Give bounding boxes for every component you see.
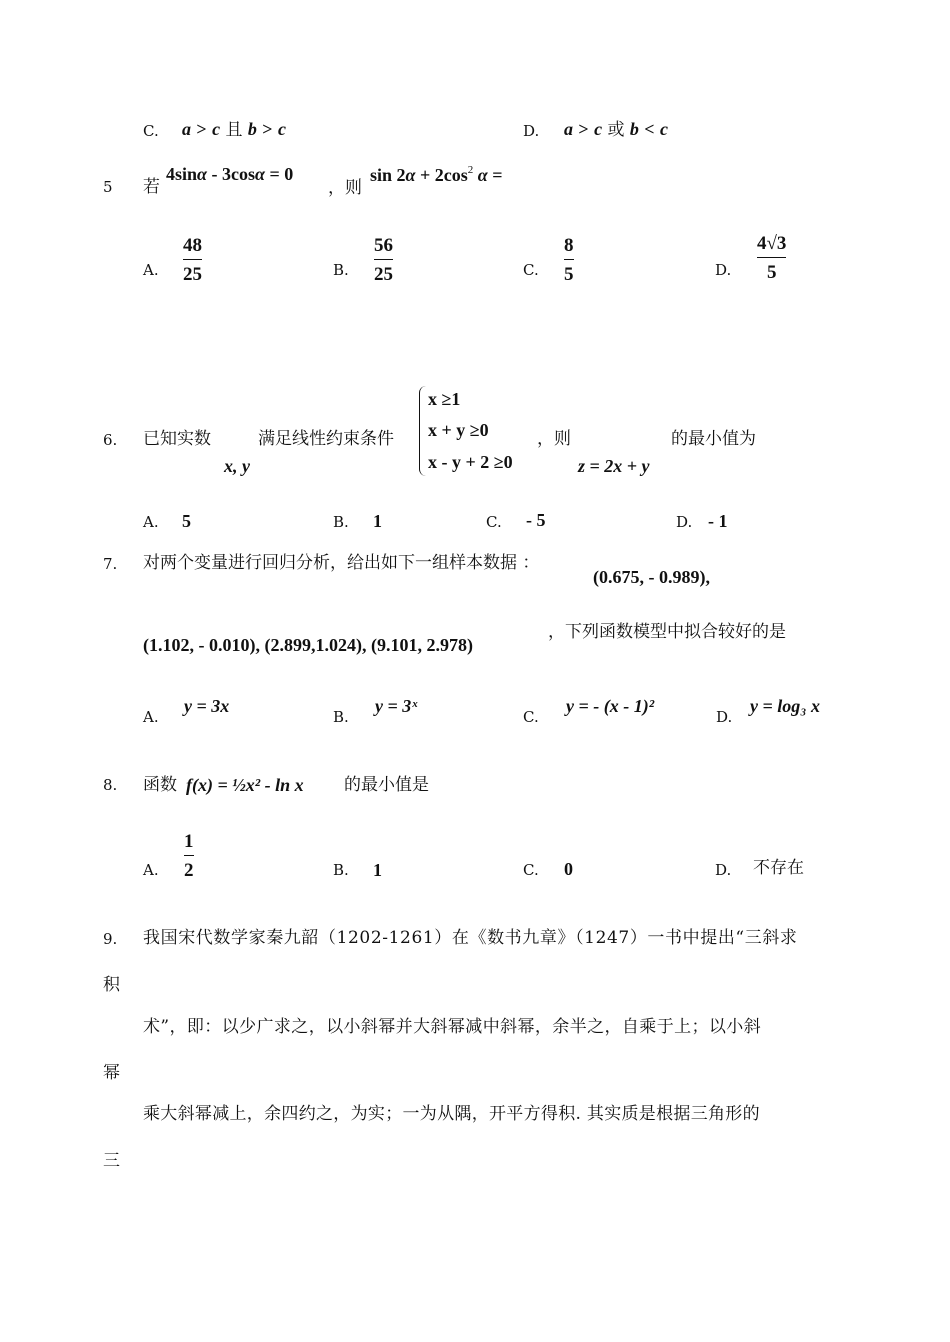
q5-option-b-fraction: 56 25 [374,235,393,285]
q5-option-b-label: B. [333,261,349,279]
q6-text-4: 的最小值为 [671,429,756,449]
q9-line-6: 三 [103,1151,120,1171]
q6-objective: z = 2x + y [578,456,650,476]
q6-variables: x, y [224,456,250,476]
q9-line-4: 幂 [103,1063,120,1083]
q6-constraint-1: x ≥1 [428,389,461,409]
q9-number: 9. [103,930,118,948]
q6-constraint-brace [419,386,426,476]
q5-expression: $\sin 2\alpha + 2\cos^2$ α = [370,164,503,185]
q5-condition: 4sinα - 3cosα = 0 [166,164,294,184]
q6-option-d-value: - 1 [708,511,728,531]
q5-option-c-label: C. [523,261,539,279]
q6-constraint-3: x - y + 2 ≥0 [428,452,513,472]
q8-function: f(x) = ½x² - ln x [186,775,304,795]
q6-number: 6. [103,431,118,449]
q8-number: 8. [103,776,118,794]
q5-option-d-fraction: 4√3 5 [757,233,787,283]
q7-option-a-value: y = 3x [184,696,230,716]
q9-line-1: 我国宋代数学家秦九韶（1202-1261）在《数书九章》（1247）一书中提出“三斜求 [143,928,798,948]
q5-mid-text: ，则 [328,178,362,198]
q7-data-2: (1.102, - 0.010), (2.899,1.024), (9.101, 2.978) [143,635,473,655]
q6-option-c-value: - 5 [526,510,546,530]
q7-text-2: ，下列函数模型中拟合较好的是 [548,622,786,642]
q6-option-a-value: 5 [182,511,191,531]
q7-option-c-label: C. [523,708,539,726]
q6-text-2: 满足线性约束条件 [258,429,394,449]
q8-option-c-label: C. [523,861,539,879]
q8-option-a-label: A. [143,861,159,879]
option-d-label: D. [523,122,540,140]
q9-line-5: 乘大斜幂减上，余四约之，为实；一为从隅，开平方得积. 其实质是根据三角形的 [143,1104,760,1124]
q5-option-d-label: D. [715,261,732,279]
q5-option-a-label: A. [143,261,159,279]
q5-number: 5 [103,178,113,196]
q6-option-c-label: C. [486,513,502,531]
q6-constraint-2: x + y ≥0 [428,420,489,440]
q5-option-c-fraction: 8 5 [564,235,574,285]
q6-text-1: 已知实数 [143,429,211,449]
q5-option-a-fraction: 48 25 [183,235,202,285]
q8-option-c-value: 0 [564,859,573,879]
q8-option-b-value: 1 [373,860,382,880]
q7-option-d-label: D. [716,708,733,726]
q6-option-d-label: D. [676,513,693,531]
q8-option-d-value: 不存在 [753,858,804,878]
q7-option-c-value: y = - (x - 1)² [566,696,655,716]
q6-option-a-label: A. [143,513,159,531]
q7-option-d-value: y = log₃ x [750,696,821,716]
q7-option-b-label: B. [333,708,349,726]
q6-option-b-value: 1 [373,511,382,531]
q8-option-a-fraction: 1 2 [184,831,194,881]
option-d-text: a > c 或 b < c [564,119,668,140]
q8-text-1: 函数 [143,775,177,795]
q8-option-d-label: D. [715,861,732,879]
q7-option-a-label: A. [143,708,159,726]
q8-option-b-label: B. [333,861,349,879]
q6-text-3: ，则 [537,429,571,449]
q7-option-b-value: y = 3ˣ [375,696,418,716]
q9-line-2: 积 [103,975,120,995]
q7-number: 7. [103,555,118,573]
option-c-text: a > c 且 b > c [182,119,286,140]
q5-prefix: 若 [143,177,160,197]
q8-text-2: 的最小值是 [344,775,429,795]
option-c-label: C. [143,122,159,140]
q7-data-1: (0.675, - 0.989), [593,567,710,587]
q6-option-b-label: B. [333,513,349,531]
q7-text-1: 对两个变量进行回归分析，给出如下一组样本数据 ： [143,553,540,573]
q9-line-3: 术”，即：以少广求之，以小斜幂并大斜幂减中斜幂，余半之，自乘于上；以小斜 [143,1017,762,1037]
